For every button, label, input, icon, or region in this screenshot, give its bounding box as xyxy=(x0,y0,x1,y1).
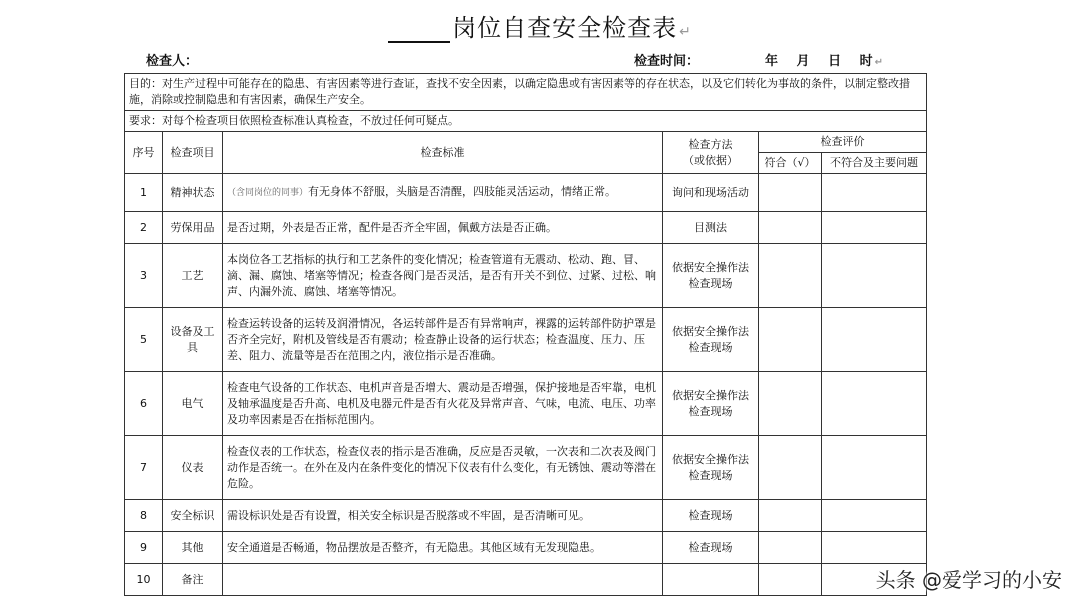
row-fail-cell[interactable] xyxy=(822,500,927,532)
paragraph-mark-icon: ↵ xyxy=(679,24,692,40)
row-pass-cell[interactable] xyxy=(759,532,822,564)
row-standard xyxy=(223,174,663,212)
inspection-time xyxy=(634,50,883,69)
table-row xyxy=(125,372,927,436)
inspection-table xyxy=(124,73,927,596)
col-header-fail: 不符合及主要问题 xyxy=(822,153,927,174)
row-pass-cell[interactable] xyxy=(759,308,822,372)
row-pass-cell[interactable] xyxy=(759,372,822,436)
row-no: 5 xyxy=(125,308,163,372)
row-standard: 安全通道是否畅通，物品摆放是否整齐，有无隐患。其他区域有无发现隐患。 xyxy=(223,532,663,564)
row-fail-cell[interactable] xyxy=(822,244,927,308)
row-method: 依据安全操作法检查现场 xyxy=(663,244,759,308)
row-method: 依据安全操作法检查现场 xyxy=(663,436,759,500)
col-header-pass: 符合（√） xyxy=(759,153,822,174)
row-item: 设备及工具 xyxy=(163,308,223,372)
table-row xyxy=(125,174,927,212)
row-no: 1 xyxy=(125,174,163,212)
row-method: 目测法 xyxy=(663,212,759,244)
row-no: 10 xyxy=(125,564,163,596)
row-pass-cell[interactable] xyxy=(759,244,822,308)
row-standard xyxy=(223,564,663,596)
row-pass-cell[interactable] xyxy=(759,500,822,532)
row-item: 电气 xyxy=(163,372,223,436)
row-item: 精神状态 xyxy=(163,174,223,212)
row-standard: 检查运转设备的运转及润滑情况，各运转部件是否有异常响声，裸露的运转部件防护罩是否齐全完好，附机及管线是否有震动；检查静止设备的运行状态；检查温度、压力、压差、阻力、流量等是否在范围之内，液位指示是否准确。 xyxy=(223,308,663,372)
requirement-row xyxy=(125,111,927,132)
row-fail-cell[interactable] xyxy=(822,212,927,244)
table-row xyxy=(125,564,927,596)
row-fail-cell[interactable] xyxy=(822,174,927,212)
row-fail-cell[interactable] xyxy=(822,532,927,564)
row-item: 工艺 xyxy=(163,244,223,308)
purpose-text: 目的：对生产过程中可能存在的隐患、有害因素等进行查证，查找不安全因素，以确定隐患或有害因素等的存在状态，以及它们转化为事故的条件，以制定整改措施，消除或控制隐患和有害因素，确保生产安全。 xyxy=(125,74,927,111)
row-no: 2 xyxy=(125,212,163,244)
row-standard: 是否过期，外表是否正常，配件是否齐全牢固，佩戴方法是否正确。 xyxy=(223,212,663,244)
row-method: 依据安全操作法检查现场 xyxy=(663,308,759,372)
table-row xyxy=(125,212,927,244)
time-label: 检查时间： xyxy=(634,54,700,69)
row-item: 安全标识 xyxy=(163,500,223,532)
col-header-evaluation: 检查评价 xyxy=(759,132,927,153)
title-blank-line xyxy=(388,19,450,43)
row-item: 仪表 xyxy=(163,436,223,500)
row-standard: 检查仪表的工作状态，检查仪表的指示是否准确，反应是否灵敏，一次表和二次表及阀门动作是否统一。在外在及内在条件变化的情况下仪表有什么变化，有无锈蚀、震动等潜在危险。 xyxy=(223,436,663,500)
table-row xyxy=(125,244,927,308)
inspector-label: 检查人： xyxy=(146,54,199,69)
row-no: 9 xyxy=(125,532,163,564)
row-fail-cell[interactable] xyxy=(822,372,927,436)
col-header-no: 序号 xyxy=(125,132,163,174)
row-standard: 需设标识处是否有设置，相关安全标识是否脱落或不牢固，是否清晰可见。 xyxy=(223,500,663,532)
method-header-line2: （或依据） xyxy=(683,153,738,167)
row-method xyxy=(663,564,759,596)
col-header-item: 检查项目 xyxy=(163,132,223,174)
col-header-method xyxy=(663,132,759,174)
row-item: 其他 xyxy=(163,532,223,564)
col-header-standard: 检查标准 xyxy=(223,132,663,174)
row-standard: 检查电气设备的工作状态、电机声音是否增大、震动是否增强，保护接地是否牢靠，电机及轴承温度是否升高、电机及电器元件是否有火花及异常声音、气味，电流、电压、功率及功率因素是否在指标范围内。 xyxy=(223,372,663,436)
title-text: 岗位自查安全检查表 xyxy=(452,14,678,42)
row-pass-cell[interactable] xyxy=(759,212,822,244)
row-method: 询问和现场活动 xyxy=(663,174,759,212)
time-units: 年 月 日 时 xyxy=(765,54,873,69)
row-no: 6 xyxy=(125,372,163,436)
table-row xyxy=(125,308,927,372)
table-row xyxy=(125,532,927,564)
row-standard: 本岗位各工艺指标的执行和工艺条件的变化情况；检查管道有无震动、松动、跑、冒、滴、漏、腐蚀、堵塞等情况；检查各阀门是否灵活，是否有开关不到位、过紧、过松、响声、内漏外流、腐蚀、堵塞等情况。 xyxy=(223,244,663,308)
row-standard-text: 有无身体不舒服，头脑是否清醒，四肢能灵活运动，情绪正常。 xyxy=(308,185,617,198)
row-item: 劳保用品 xyxy=(163,212,223,244)
row-pass-cell[interactable] xyxy=(759,564,822,596)
row-no: 7 xyxy=(125,436,163,500)
requirement-text: 要求：对每个检查项目依照检查标准认真检查，不放过任何可疑点。 xyxy=(125,111,927,132)
row-fail-cell[interactable] xyxy=(822,308,927,372)
paragraph-mark-icon: ↵ xyxy=(874,57,883,68)
row-method: 依据安全操作法检查现场 xyxy=(663,372,759,436)
method-header-line1: 检查方法 xyxy=(688,137,733,151)
watermark-credit: 头条 @爱学习的小安 xyxy=(875,568,1062,592)
header-row xyxy=(125,132,927,153)
form-title xyxy=(0,8,1080,43)
row-method: 检查现场 xyxy=(663,532,759,564)
row-pass-cell[interactable] xyxy=(759,436,822,500)
row-method: 检查现场 xyxy=(663,500,759,532)
row-no: 3 xyxy=(125,244,163,308)
row-fail-cell[interactable] xyxy=(822,436,927,500)
row-item: 备注 xyxy=(163,564,223,596)
row-no: 8 xyxy=(125,500,163,532)
row-pass-cell[interactable] xyxy=(759,174,822,212)
purpose-row xyxy=(125,74,927,111)
table-row xyxy=(125,436,927,500)
row-note: （含同岗位的同事） xyxy=(227,188,309,198)
table-row xyxy=(125,500,927,532)
